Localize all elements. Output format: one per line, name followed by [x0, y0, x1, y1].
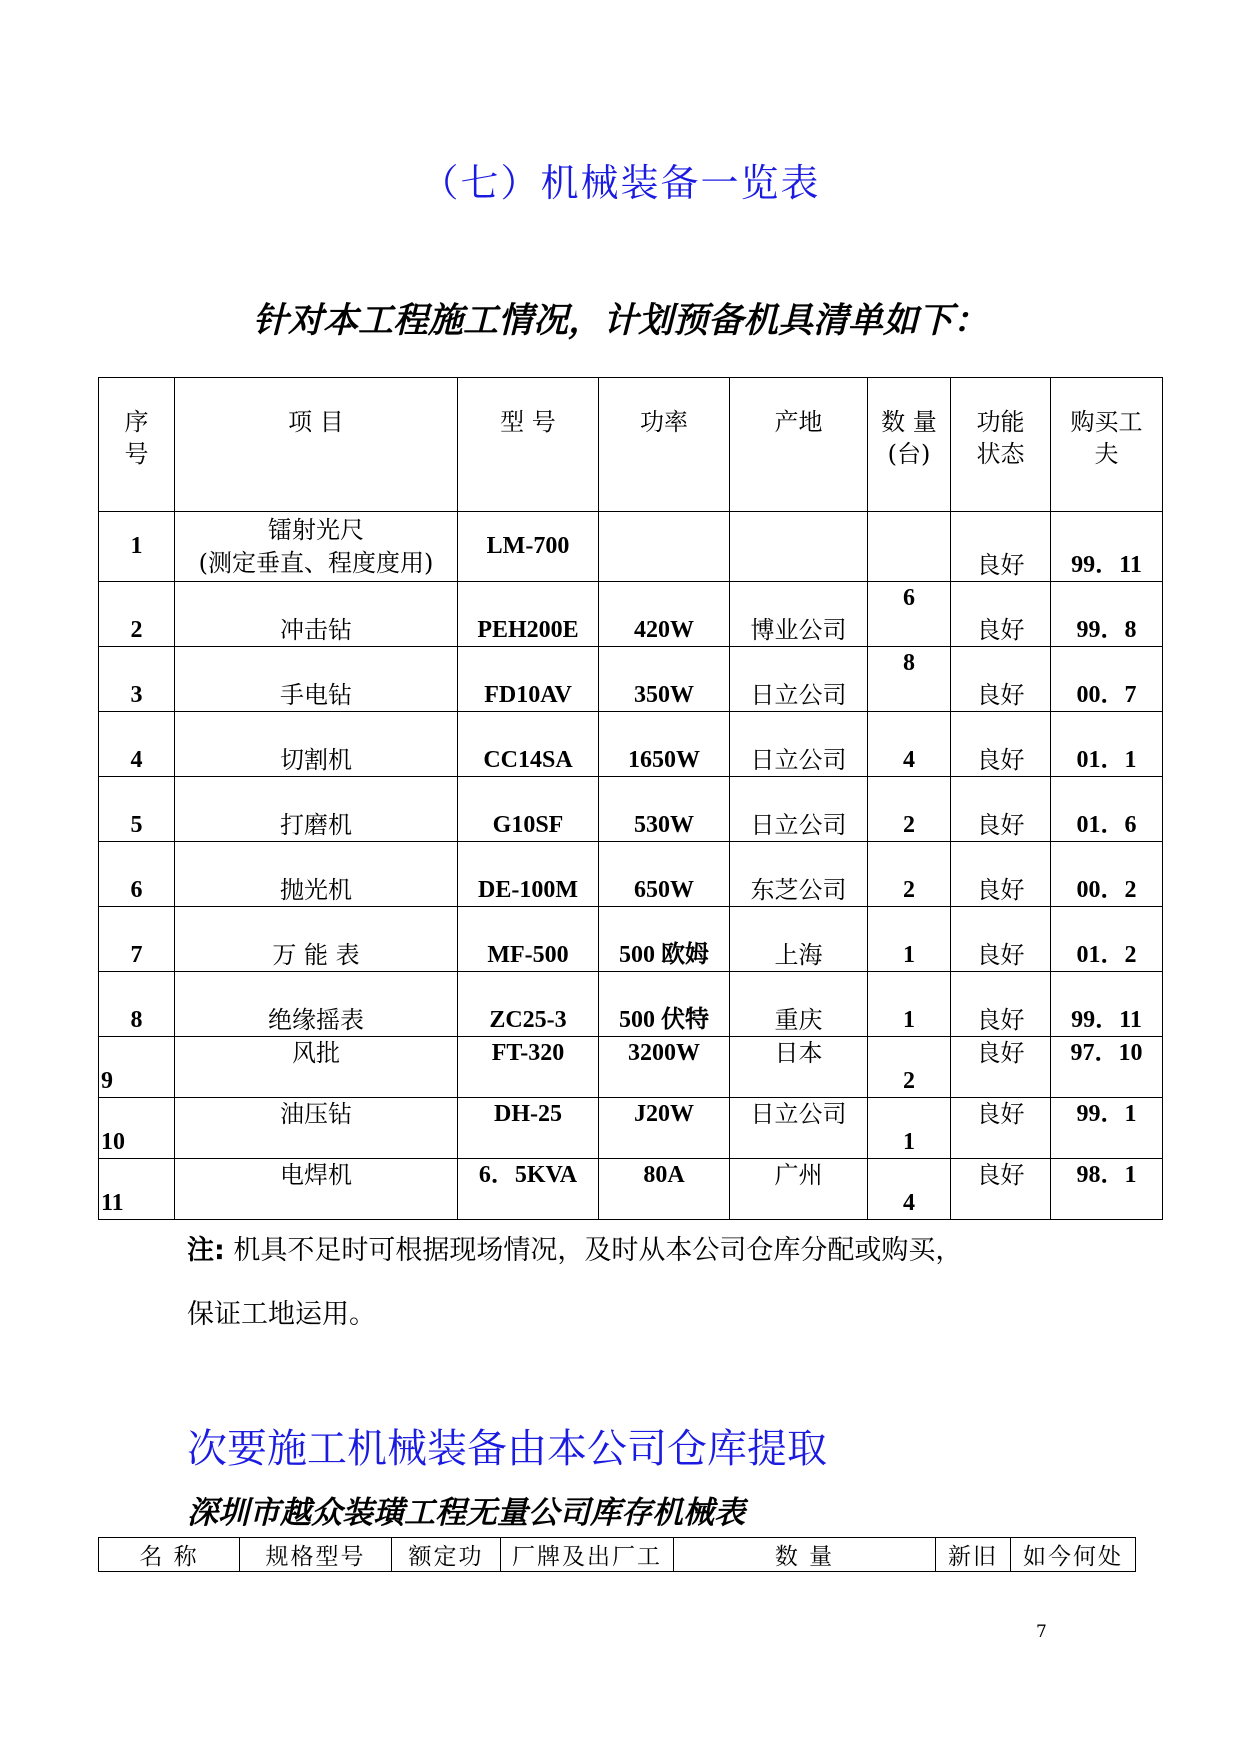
cell-qty: 2	[868, 842, 951, 907]
cell-no: 8	[99, 972, 175, 1037]
header-power: 功率	[599, 378, 730, 512]
cell-power: 650W	[599, 842, 730, 907]
cell-status: 良好	[951, 512, 1051, 582]
page-number: 7	[1036, 1622, 1047, 1642]
header-model: 型 号	[458, 378, 599, 512]
cell-model: ZC25-3	[458, 972, 599, 1037]
cell-model: G10SF	[458, 777, 599, 842]
cell-item: 冲击钻	[175, 582, 458, 647]
cell-qty: 2	[868, 777, 951, 842]
cell-power: 3200W	[599, 1037, 730, 1098]
inv-header-spec: 规格型号	[240, 1538, 392, 1572]
cell-model: FT-320	[458, 1037, 599, 1098]
cell-no: 2	[99, 582, 175, 647]
cell-buy: 99．11	[1051, 512, 1163, 582]
page-title: （七）机械装备一览表	[420, 161, 821, 205]
cell-origin: 东芝公司	[730, 842, 868, 907]
table-row	[99, 842, 1163, 907]
cell-origin: 日立公司	[730, 647, 868, 712]
cell-status: 良好	[951, 1037, 1051, 1098]
cell-item: 电焊机	[175, 1159, 458, 1220]
cell-status: 良好	[951, 712, 1051, 777]
cell-model: LM-700	[458, 512, 599, 582]
table-row	[99, 777, 1163, 842]
cell-power	[599, 512, 730, 582]
cell-power: 530W	[599, 777, 730, 842]
cell-no: 10	[99, 1098, 175, 1159]
inv-header-condition: 新旧	[936, 1538, 1011, 1572]
cell-status: 良好	[951, 647, 1051, 712]
cell-qty: 6	[868, 582, 951, 647]
cell-model: DE-100M	[458, 842, 599, 907]
cell-item: 万 能 表	[175, 907, 458, 972]
cell-power: J20W	[599, 1098, 730, 1159]
cell-origin: 日立公司	[730, 777, 868, 842]
cell-origin: 日本	[730, 1037, 868, 1098]
cell-origin: 日立公司	[730, 1098, 868, 1159]
cell-no: 3	[99, 647, 175, 712]
cell-buy: 98．1	[1051, 1159, 1163, 1220]
inventory-table	[98, 1537, 1136, 1572]
cell-power: 1650W	[599, 712, 730, 777]
header-qty: 数 量 (台)	[868, 378, 951, 512]
cell-no: 7	[99, 907, 175, 972]
cell-buy: 99．11	[1051, 972, 1163, 1037]
cell-origin: 上海	[730, 907, 868, 972]
cell-status: 良好	[951, 582, 1051, 647]
inv-header-qty: 数 量	[674, 1538, 936, 1572]
page-subtitle: 针对本工程施工情况，计划预备机具清单如下：	[252, 300, 988, 341]
cell-status: 良好	[951, 1098, 1051, 1159]
cell-no: 9	[99, 1037, 175, 1098]
cell-origin	[730, 512, 868, 582]
cell-status: 良好	[951, 777, 1051, 842]
cell-buy: 01．6	[1051, 777, 1163, 842]
cell-buy: 00．2	[1051, 842, 1163, 907]
cell-power: 350W	[599, 647, 730, 712]
cell-buy: 99．8	[1051, 582, 1163, 647]
cell-power: 420W	[599, 582, 730, 647]
cell-qty: 4	[868, 1159, 951, 1220]
cell-model: PEH200E	[458, 582, 599, 647]
table-row	[99, 1098, 1163, 1159]
cell-qty: 8	[868, 647, 951, 712]
table-row	[99, 972, 1163, 1037]
table-row	[99, 1037, 1163, 1098]
cell-qty: 1	[868, 972, 951, 1037]
table-row	[99, 712, 1163, 777]
cell-no: 11	[99, 1159, 175, 1220]
cell-buy: 99．1	[1051, 1098, 1163, 1159]
cell-buy: 00．7	[1051, 647, 1163, 712]
equipment-table	[98, 377, 1163, 1220]
cell-origin: 重庆	[730, 972, 868, 1037]
inv-header-name: 名 称	[99, 1538, 240, 1572]
cell-status: 良好	[951, 1159, 1051, 1220]
note-line-1: 注: 机具不足时可根据现场情况，及时从本公司仓库分配或购买，	[187, 1235, 963, 1266]
inv-header-brand: 厂牌及出厂工	[501, 1538, 674, 1572]
table-row	[99, 582, 1163, 647]
inv-header-location: 如今何处	[1011, 1538, 1136, 1572]
cell-item: 手电钻	[175, 647, 458, 712]
table-row	[99, 907, 1163, 972]
cell-status: 良好	[951, 842, 1051, 907]
cell-origin: 日立公司	[730, 712, 868, 777]
cell-model: DH-25	[458, 1098, 599, 1159]
cell-buy: 01．2	[1051, 907, 1163, 972]
cell-no: 5	[99, 777, 175, 842]
inventory-header-row	[99, 1538, 1136, 1572]
note-line-2: 保证工地运用。	[187, 1299, 376, 1330]
table-row	[99, 647, 1163, 712]
cell-buy: 97．10	[1051, 1037, 1163, 1098]
cell-model: CC14SA	[458, 712, 599, 777]
table-row	[99, 1159, 1163, 1220]
cell-origin: 博业公司	[730, 582, 868, 647]
cell-qty: 2	[868, 1037, 951, 1098]
cell-qty	[868, 512, 951, 582]
section-subheading: 深圳市越众装璜工程无量公司库存机械表	[187, 1495, 745, 1531]
cell-qty: 1	[868, 907, 951, 972]
note-prefix: 注:	[187, 1235, 225, 1266]
cell-power: 500 伏特	[599, 972, 730, 1037]
cell-item: 镭射光尺 (测定垂直、程度度用)	[175, 512, 458, 582]
cell-no: 4	[99, 712, 175, 777]
cell-origin: 广州	[730, 1159, 868, 1220]
cell-status: 良好	[951, 907, 1051, 972]
cell-no: 1	[99, 512, 175, 582]
cell-power: 80A	[599, 1159, 730, 1220]
cell-power: 500 欧姆	[599, 907, 730, 972]
cell-buy: 01．1	[1051, 712, 1163, 777]
section-heading: 次要施工机械装备由本公司仓库提取	[187, 1426, 827, 1472]
header-status: 功能 状态	[951, 378, 1051, 512]
cell-status: 良好	[951, 972, 1051, 1037]
cell-model: 6．5KVA	[458, 1159, 599, 1220]
inv-header-power: 额定功	[392, 1538, 501, 1572]
cell-model: MF-500	[458, 907, 599, 972]
cell-no: 6	[99, 842, 175, 907]
cell-item: 打磨机	[175, 777, 458, 842]
cell-qty: 4	[868, 712, 951, 777]
table-row	[99, 512, 1163, 582]
table-header-row	[99, 378, 1163, 512]
cell-item: 切割机	[175, 712, 458, 777]
header-buy: 购买工 夫	[1051, 378, 1163, 512]
cell-model: FD10AV	[458, 647, 599, 712]
cell-item: 风批	[175, 1037, 458, 1098]
header-item: 项 目	[175, 378, 458, 512]
cell-item: 抛光机	[175, 842, 458, 907]
cell-item: 油压钻	[175, 1098, 458, 1159]
header-no: 序 号	[99, 378, 175, 512]
cell-item: 绝缘摇表	[175, 972, 458, 1037]
header-origin: 产地	[730, 378, 868, 512]
cell-qty: 1	[868, 1098, 951, 1159]
